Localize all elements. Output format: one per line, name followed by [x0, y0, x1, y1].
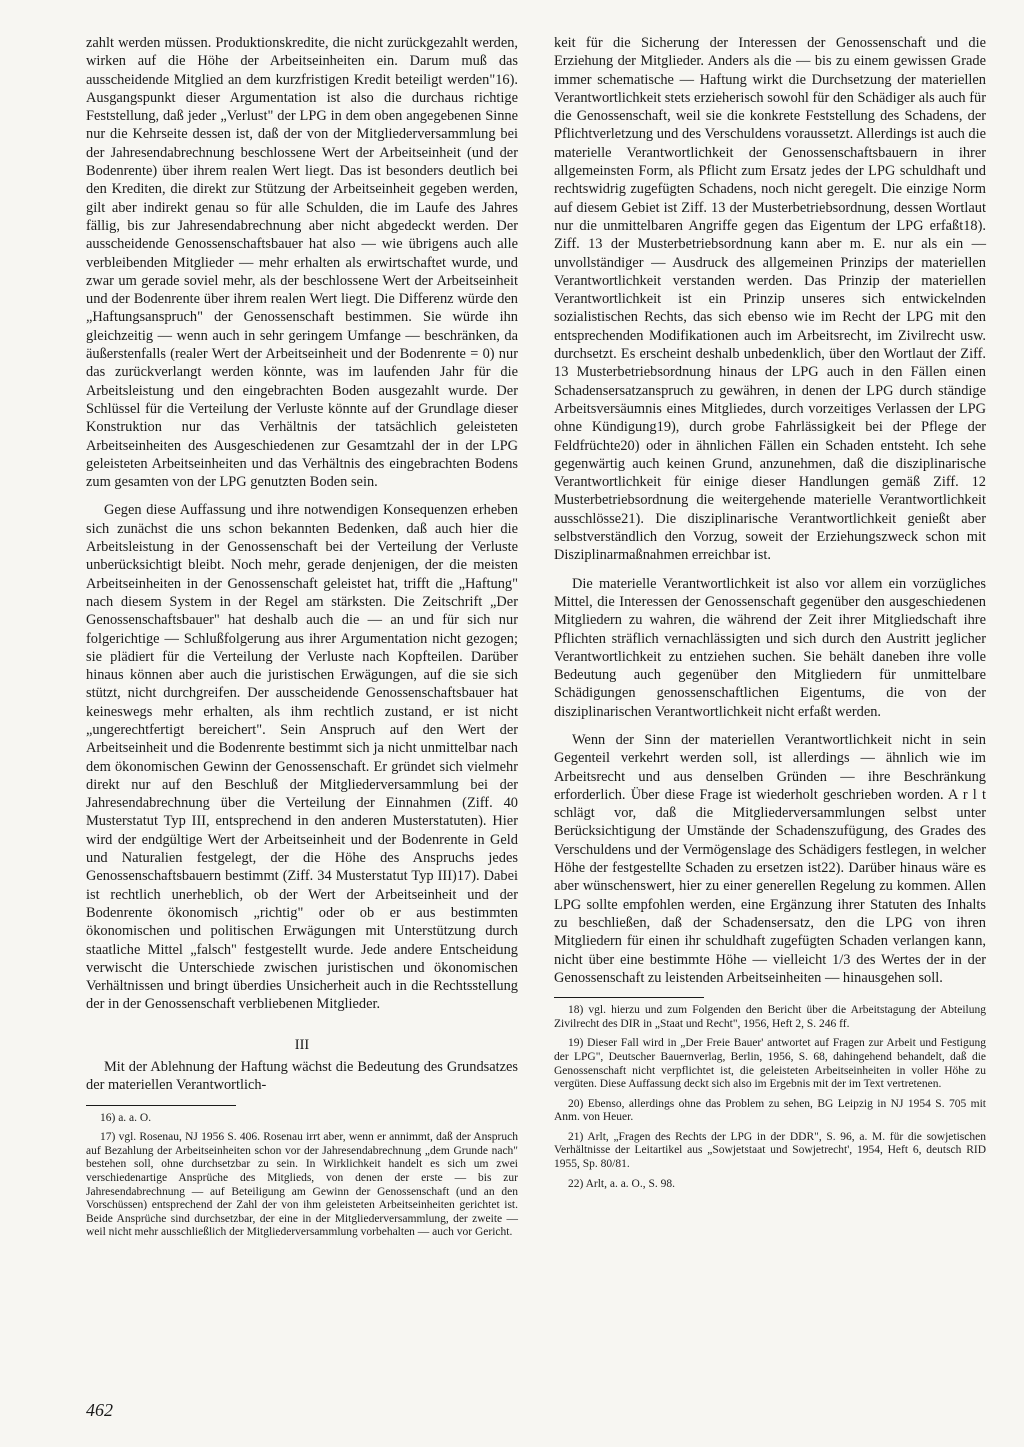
body-paragraph: keit für die Sicherung der Interessen der Genossenschaft und die Erziehung der Mitglieder. Anders als die — bis zu einem gewissen Grade immer schematische — Haftung wirkt die Durchsetzung der materiellen Verantwortlichkeit stets erzieherisch sowohl für den Schädiger als auch für die Genossenschaft, weil sie die konkrete Feststellung des Schadens, der Pflichtverletzung und des Verschuldens voraussetzt. Allerdings ist auch die materielle Verantwortlichkeit der Genossenschaftsbauern in ihrer allgemeinsten Form, als Pflicht zum Ersatz jedes der LPG schuldhaft und rechtswidrig zugefügten Schadens, noch nicht geregelt. Die einzige Norm auf diesem Gebiet ist Ziff. 13 der Musterbetriebsordnung, dessen Wortlaut nur die unmittelbaren Angriffe gegen das Eigentum der LPG erfaßt18). Ziff. 13 der Musterbetriebsordnung kann aber m. E. nur als ein — unvollständiger — Ausdruck des allgemeinen Prinzips der materiellen Verantwortlichkeit verstanden werden. Das Prinzip der materiellen Verantwortlichkeit ist ein Prinzip unseres sich entwickelnden sozialistischen Rechts, das sich ebenso wie im Recht der LPG mit den entsprechenden Modifikationen auch im Arbeitsrecht, im Zivilrecht usw. durchsetzt. Es erscheint deshalb unbedenklich, über den Wortlaut der Ziff. 13 Musterbetriebsordnung hinaus der LPG auch in den Fällen einen Schadensersatzanspruch zu gewähren, in denen der LPG durch ständige Arbeitsversäumnis eines Mitgliedes, durch vorzeitiges Verlassen der LPG ohne Kündigung19), durch grobe Fahrlässigkeit bei der Pflege der Feldfrüchte20) oder in ähnlichen Fällen ein Schaden entsteht. Ich sehe gegenwärtig auch keinen Grund, anzunehmen, daß die disziplinarische Verantwortlichkeit für einige dieser Handlungen gemäß Ziff. 12 Musterbetriebsordnung die weitergehende materielle Verantwortlichkeit ausschlösse21). Die disziplinarische Verantwortlichkeit genießt aber selbstverständlich den Vorzug, soweit der Erziehungszweck schon mit Disziplinarmaßnahmen erreichbar ist.: [554, 35, 986, 564]
footnote: 20) Ebenso, allerdings ohne das Problem zu sehen, BG Leipzig in NJ 1954 S. 705 mit Anm. von Heuer.: [554, 1097, 986, 1124]
left-column: [86, 34, 518, 1246]
footnotes-right: [554, 1004, 986, 1191]
footnote: 17) vgl. Rosenau, NJ 1956 S. 406. Rosenau irrt aber, wenn er annimmt, daß der Anspruch auf Bezahlung der Arbeitseinheiten schon vor der Jahresendabrechnung „dem Grunde nach" bestehen soll, ohne durchsetzbar zu sein. In Wirklichkeit handelt es sich um zwei verschiedenartige Ansprüche des Mitglieds, von denen der erste — bis zur Jahresendabrechnung — auf Beteiligung am Gewinn der Genossenschaft (und an den Vorschüssen) entsprechend der Zahl der von ihm geleisteten Arbeitseinheiten gerichtet ist. Beide Ansprüche sind durchsetzbar, der eine in der Mitgliederversammlung, der zweite — weil nicht mehr ausschließlich der Mitgliederversammlung vorbehalten — auch vor Gericht.: [86, 1131, 518, 1239]
body-paragraph: Gegen diese Auffassung und ihre notwendigen Konsequenzen erheben sich zunächst die uns schon bekannten Bedenken, daß auch hier die Arbeitsleistung in der Genossenschaft bei der Verteilung der Verluste unberücksichtigt bleibt. Noch mehr, gerade denjenigen, der die meisten Arbeitseinheiten in der Genossenschaft geleistet hat, trifft die „Haftung" nach diesem System in der Regel am stärksten. Die Zeitschrift „Der Genossenschaftsbauer" hat deshalb auch die — an und für sich nur folgerichtige — Schlußfolgerung aus ihrer Argumentation nicht gezogen; sie plädiert für die Verteilung der Verluste nach Kopfteilen. Darüber hinaus können aber auch die juristischen Erwägungen, auf die sie sich stützt, nicht durchgreifen. Der ausscheidende Genossenschaftsbauer hat keineswegs mehr erhalten, als ihm rechtlich zustand, er ist nicht „ungerechtfertigt bereichert". Sein Anspruch auf den Wert der Arbeitseinheit und die Bodenrente bestimmt sich ja nicht unmittelbar nach dem ökonomischen Gewinn der Genossenschaft. Er gründet sich vielmehr direkt nur auf den Beschluß der Mitgliederversammlung bei der Jahresendabrechnung über die Verteilung der Einnahmen (Ziff. 40 Musterstatut Typ III, entsprechend in den anderen Musterstatuten). Hier wird der endgültige Wert der Arbeitseinheit und der Bodenrente in Geld und Naturalien festgelegt, der die Höhe des Anspruchs jedes Genossenschaftsbauern bestimmt (Ziff. 34 Musterstatut Typ III)17). Dabei ist rechtlich unerheblich, ob der Wert der Arbeitseinheit und der Bodenrente ökonomisch „richtig" oder ob er aus bestimmten ökonomischen und politischen Erwägungen mit Unterstützung durch staatliche Mittel „falsch" festgestellt wurde. Jede andere Entscheidung verwischt die Unterschiede zwischen juristischen und ökonomischen Verhältnissen und bringt überdies Unsicherheit auch in die Rechtsstellung der in der Genossenschaft verbliebenen Mitglieder.: [86, 502, 518, 1013]
body-paragraph: zahlt werden müssen. Produktionskredite, die nicht zurückgezahlt werden, wirken auf die Höhe der Arbeitseinheiten ein. Darum muß das ausscheidende Mitglied an dem kurzfristigen Kredit beteiligt werden"16). Ausgangspunkt dieser Argumentation ist also die durchaus richtige Feststellung, daß jeder „Verlust" der LPG in dem oben angegebenen Sinne nur die Kehrseite dessen ist, daß der von der Mitgliederversammlung bei der Jahresendabrechnung beschlossene Wert der Arbeitseinheit (und der Bodenrente) über ihrem realen Wert liegt. Das ist besonders deutlich bei den Krediten, die direkt zur Stützung der Arbeitseinheit gegeben werden, gilt aber indirekt genau so für alle Schulden, die im Laufe des Jahres fällig, bis zur Jahresendabrechnung aber nicht abgedeckt werden. Der ausscheidende Genossenschaftsbauer hat also — wie übrigens auch alle verbleibenden Mitglieder — mehr erhalten als erwirtschaftet wurde, und zwar um gerade soviel mehr, als der beschlossene Wert der Arbeitseinheit und der Bodenrente über ihrem realen Wert liegt. Die Differenz würde den „Haftungsanspruch" der Genossenschaft bestimmen. Sie würde ihn gleichzeitig — wenn auch in sehr geringem Umfange — beschränken, da äußerstenfalls (realer Wert der Arbeitseinheit und der Bodenrente = 0) nur das zurückverlangt werden könnte, was im laufenden Jahr für die Arbeitsleistung und den eingebrachten Boden ausgezahlt wurde. Der Schlüssel für die Verteilung der Verluste könnte auf der Grundlage dieser Konstruktion nur das Verhältnis der tatsächlich geleisteten Arbeitseinheiten des Ausgeschiedenen zur Gesamtzahl der in der LPG geleisteten Arbeitseinheiten und das Verhältnis des eingebrachten Bodens zum gesamten von der LPG genutzten Boden sein.: [86, 35, 518, 491]
section-number: III: [294, 1036, 310, 1053]
footnote: 21) Arlt, „Fragen des Rechts der LPG in der DDR", S. 96, a. M. für die sowjetischen Verhältnisse der Leitartikel aus „Sowjetstaat und Sowjetrecht', 1954, Heft 6, deutsch RID 1955, Sp. 80/81.: [554, 1130, 986, 1171]
footnote-divider: [86, 1105, 236, 1106]
body-paragraph: Wenn der Sinn der materiellen Verantwortlichkeit nicht in sein Gegenteil verkehrt werden soll, ist allerdings — ähnlich wie im Arbeitsrecht und aus denselben Gründen — ihre Beschränkung erforderlich. Über diese Frage ist wiederholt geschrieben worden. A r l t schlägt vor, daß die Mitgliederversammlungen selbst unter Berücksichtigung der Umstände der Schadenszufügung, des Grades des Verschuldens und der Vermögenslage des Schädigers festlegen, in welcher Höhe der festgestellte Schaden zu ersetzen ist22). Darüber hinaus wäre es aber wünschenswert, hier zu einer generellen Regelung zu kommen. Allen LPG sollte empfohlen werden, eine Ergänzung ihrer Statuten des Inhalts zu beschließen, daß der Schadensersatz, den die LPG von ihren Mitgliedern für einen ihr schuldhaft zugefügten Schaden verlangen kann, nicht über eine bestimmte Höhe — vielleicht 1/3 des Wertes der in der Genossenschaft zu leistenden Arbeitseinheiten — hinausgehen soll.: [554, 731, 986, 986]
body-paragraph: Die materielle Verantwortlichkeit ist also vor allem ein vorzügliches Mittel, die Interessen der Genossenschaft gegenüber den ausgeschiedenen Mitgliedern zu wahren, die während der Zeit ihrer Mitgliedschaft ihre Pflichten sträflich vernachlässigten und sich durch den Austritt jeglicher Verantwortlichkeit zu entziehen suchen. Sie behält daneben ihre volle Bedeutung auch gegenüber den Mitgliedern für unmittelbare Schädigungen genossenschaftlichen Eigentums, die von der disziplinarischen Verantwortlichkeit nicht erfaßt werden.: [554, 575, 986, 720]
right-column: [554, 34, 986, 1197]
page-number: 462: [86, 1400, 113, 1420]
footnote-divider: [554, 997, 704, 998]
body-paragraph: Mit der Ablehnung der Haftung wächst die Bedeutung des Grundsatzes der materiellen Verantwortlich-: [86, 1059, 518, 1094]
footnotes-left: [86, 1112, 518, 1240]
footnote: 18) vgl. hierzu und zum Folgenden den Bericht über die Arbeitstagung der Abteilung Zivilrecht des DIR in „Staat und Recht", 1956, Heft 2, S. 246 ff.: [554, 1004, 986, 1030]
footnote: 19) Dieser Fall wird in „Der Freie Bauer' antwortet auf Fragen zur Arbeit und Festigung der LPG", Deutscher Bauernverlag, Berlin, 1956, S. 68, dahingehend behandelt, daß die Genossenschaft nicht verpflichtet ist, die geleisteten Arbeitseinheiten in voller Höhe zu vergüten. Diese Auffassung deckt sich also im Ergebnis mit der im Text vertretenen.: [554, 1037, 986, 1091]
footnote: 16) a. a. O.: [100, 1111, 152, 1124]
footnote: 22) Arlt, a. a. O., S. 98.: [568, 1177, 676, 1190]
